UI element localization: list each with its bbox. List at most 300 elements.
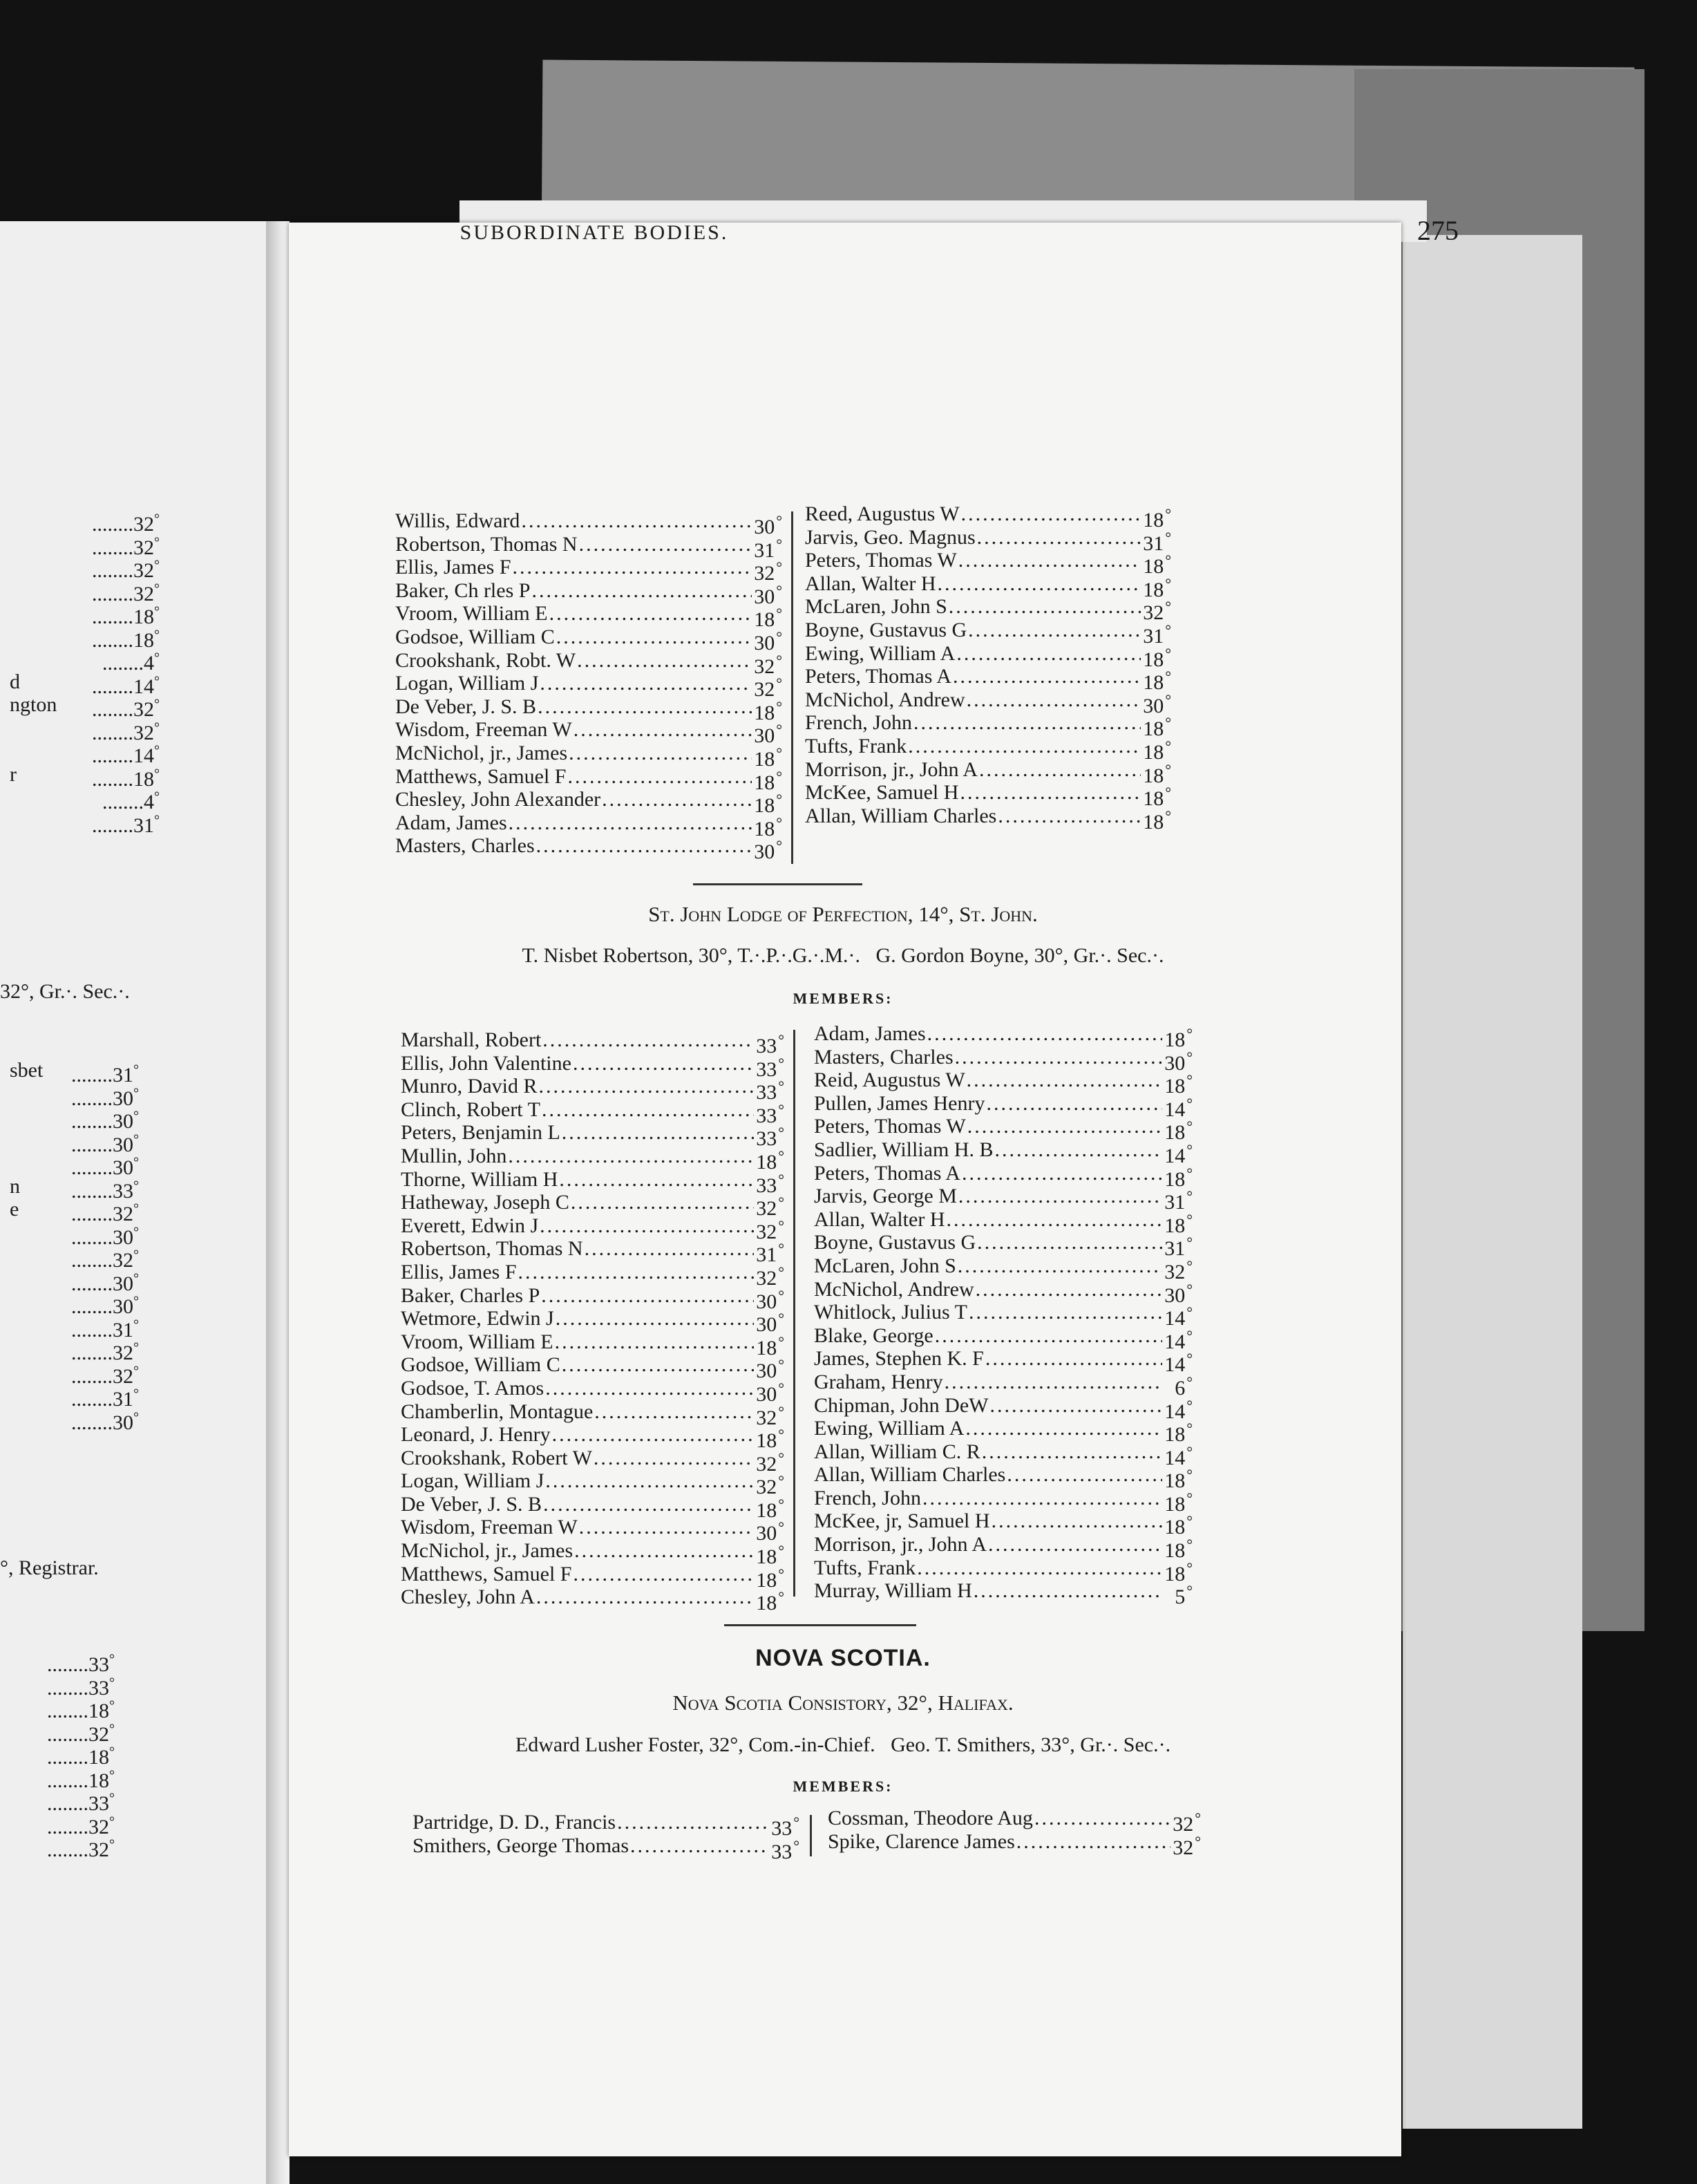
degree: 14 °	[1164, 1324, 1193, 1348]
leader-dots	[935, 1324, 1162, 1348]
leader-dots	[536, 1585, 754, 1609]
leader-dots	[985, 1347, 1162, 1371]
consistory-officers: Edward Lusher Foster, 32°, Com.-in-Chief. Geo. T. Smithers, 33°, Gr.·. Sec.·.	[515, 1733, 1171, 1756]
degree: 18 °	[753, 742, 782, 765]
degree-value: 18	[88, 1700, 109, 1722]
degree: 18 °	[755, 1585, 784, 1609]
degree: 18 °	[753, 602, 782, 625]
member-name: Godsoe, T. Amos	[401, 1376, 544, 1400]
member-name: Allan, William Charles	[814, 1463, 1006, 1487]
degree: 30 °	[753, 625, 782, 649]
fragment-degree: ........31°	[92, 812, 160, 837]
fragment-degree: ........4°	[102, 789, 160, 813]
list-item	[401, 1167, 784, 1197]
member-name: Logan, William J	[395, 672, 539, 695]
degree: 14 °	[1164, 1347, 1193, 1371]
list-item	[805, 618, 1171, 648]
member-name: Ellis, John Valentine	[401, 1051, 571, 1075]
fragment-degree: ........31°	[71, 1386, 139, 1411]
fragment-degree: ........33°	[47, 1791, 115, 1815]
leader-dots	[927, 1022, 1162, 1046]
member-name: Murray, William H	[814, 1579, 972, 1603]
list-item	[395, 578, 782, 608]
member-name: Reid, Augustus W	[814, 1069, 965, 1092]
leader-dots	[967, 1069, 1162, 1092]
fragment-degree: ........32°	[92, 697, 160, 721]
member-name: Whitlock, Julius T	[814, 1301, 967, 1324]
list-item	[401, 1469, 784, 1499]
member-name: Thorne, William H	[401, 1167, 558, 1191]
degree: 30 °	[755, 1353, 784, 1377]
fragment-text: r	[10, 762, 17, 786]
list-item	[814, 1185, 1193, 1214]
section-rule	[693, 883, 862, 885]
degree: 31 °	[753, 533, 782, 556]
fragment-degree: ........30°	[71, 1294, 139, 1318]
fragment-degree: ........32°	[92, 558, 160, 582]
degree: 18 °	[1142, 781, 1171, 804]
list-item	[401, 1492, 784, 1522]
member-name: Sadlier, William H. B	[814, 1138, 994, 1161]
degree: 30 °	[753, 579, 782, 603]
member-name: Allan, Walter H	[805, 572, 936, 595]
leader-dots	[585, 1237, 754, 1261]
leader-dots	[998, 804, 1141, 828]
degree: 32 °	[755, 1214, 784, 1238]
leader-dots	[956, 642, 1141, 666]
degree: 33 °	[755, 1168, 784, 1192]
degree: 18 °	[1142, 572, 1171, 596]
leader-dots	[536, 834, 752, 858]
degree: 6 °	[1164, 1371, 1193, 1394]
degree: 18 °	[1142, 549, 1171, 572]
book-gutter	[266, 221, 290, 2184]
list-item	[401, 1446, 784, 1476]
member-name: Matthews, Samuel F	[401, 1562, 572, 1585]
member-name: French, John	[805, 711, 912, 735]
member-name: Jarvis, Geo. Magnus	[805, 525, 976, 549]
degree: 18 °	[1164, 1208, 1193, 1232]
degree: 32 °	[755, 1469, 784, 1493]
degree-value: 18	[88, 1746, 109, 1769]
list-item	[814, 1115, 1193, 1145]
leader-dots	[602, 788, 752, 811]
nova-scotia-heading: NOVA SCOTIA.	[755, 1645, 931, 1671]
fragment-degree: ........33°	[71, 1178, 139, 1203]
list-item	[395, 718, 782, 748]
degree-value: 32	[113, 1249, 133, 1272]
lodge-officers: T. Nisbet Robertson, 30°, T.·.P.·.G.·.M.·. G. Gordon Boyne, 30°, Gr.·. Sec.·.	[522, 944, 1164, 967]
list-item	[395, 556, 782, 585]
member-name: McLaren, John S	[814, 1254, 956, 1277]
member-name: Smithers, George Thomas	[413, 1834, 629, 1857]
running-header: SUBORDINATE BODIES.	[459, 221, 729, 244]
leader-dots	[540, 672, 752, 695]
degree-value: 31	[113, 1064, 133, 1086]
fragment-degree: ........4°	[102, 650, 160, 675]
list-item	[401, 1260, 784, 1290]
list-item	[401, 1307, 784, 1337]
member-name: Leonard, J. Henry	[401, 1423, 551, 1447]
fragment-degree: ........32°	[47, 1814, 115, 1838]
degree: 30 °	[755, 1377, 784, 1400]
member-name: De Veber, J. S. B	[395, 695, 537, 718]
degree-value: 31	[133, 813, 154, 837]
list-item	[401, 1191, 784, 1221]
list-item	[395, 695, 782, 724]
list-item	[395, 672, 782, 702]
leader-dots	[958, 1185, 1162, 1208]
degree: 18 °	[1142, 502, 1171, 526]
degree-value: 30	[113, 1225, 133, 1249]
member-name: Adam, James	[395, 811, 507, 834]
list-item	[395, 811, 782, 840]
member-name: De Veber, J. S. B	[401, 1492, 542, 1516]
degree: 32 °	[753, 672, 782, 695]
degree: 18 °	[755, 1423, 784, 1447]
member-name: Jarvis, George M	[814, 1185, 957, 1208]
list-item	[814, 1370, 1193, 1400]
member-name: Robertson, Thomas N	[395, 532, 578, 556]
degree: 5 °	[1164, 1579, 1193, 1603]
list-item	[413, 1834, 799, 1863]
list-item	[805, 688, 1171, 717]
leader-dots	[574, 1539, 754, 1563]
degree-value: 32	[133, 698, 154, 721]
leader-dots	[531, 579, 752, 603]
degree-value: 33	[88, 1676, 109, 1700]
list-item	[413, 1811, 799, 1840]
degree-value: 4	[144, 652, 154, 675]
fragment-degree: ........30°	[71, 1131, 139, 1156]
member-name: McNichol, Andrew	[814, 1277, 974, 1301]
degree: 31 °	[755, 1237, 784, 1261]
leader-dots	[958, 549, 1141, 572]
leader-dots	[562, 1121, 754, 1145]
fragment-degree: ........32°	[71, 1340, 139, 1364]
degree-value: 32	[113, 1203, 133, 1225]
degree-value: 31	[113, 1388, 133, 1411]
degree: 33 °	[755, 1052, 784, 1075]
leader-dots	[521, 509, 752, 533]
leader-dots	[579, 533, 752, 556]
list-item	[805, 572, 1171, 601]
leader-dots	[1034, 1807, 1170, 1830]
leader-dots	[937, 572, 1141, 596]
fragment-degree: ........30°	[71, 1224, 139, 1249]
column-divider	[791, 511, 793, 864]
degree: 18 °	[755, 1539, 784, 1563]
list-item	[401, 1028, 784, 1057]
fragment-degree: ........30°	[71, 1085, 139, 1110]
leader-dots	[974, 1579, 1162, 1603]
leader-dots	[617, 1811, 769, 1834]
degree-value: 18	[133, 605, 154, 628]
member-name: Masters, Charles	[814, 1045, 954, 1069]
member-name: James, Stephen K. F	[814, 1347, 984, 1371]
list-item	[395, 625, 782, 655]
degree: 30 °	[1142, 688, 1171, 712]
leader-dots	[969, 1301, 1162, 1324]
leader-dots	[542, 1028, 754, 1052]
degree-value: 30	[113, 1411, 133, 1434]
leader-dots	[545, 1469, 754, 1493]
list-item	[401, 1330, 784, 1359]
member-name: Pullen, James Henry	[814, 1091, 985, 1115]
leader-dots	[569, 742, 752, 765]
member-name: Hatheway, Joseph C	[401, 1191, 569, 1214]
degree: 31 °	[1164, 1231, 1193, 1254]
degree: 14 °	[1164, 1092, 1193, 1115]
list-item	[395, 834, 782, 864]
degree-value: 30	[113, 1295, 133, 1318]
leader-dots	[960, 781, 1141, 804]
list-item	[805, 804, 1171, 834]
list-item	[805, 549, 1171, 578]
leader-dots	[989, 1394, 1162, 1418]
member-name: Morrison, jr., John A	[805, 757, 978, 781]
leader-dots	[508, 1145, 754, 1168]
degree: 30 °	[753, 718, 782, 742]
member-name: Cossman, Theodore Aug	[828, 1807, 1033, 1829]
degree: 33 °	[755, 1028, 784, 1052]
degree: 32 °	[1164, 1254, 1193, 1278]
member-name: Allan, Walter H	[814, 1207, 945, 1231]
list-item	[401, 1051, 784, 1081]
list-item	[401, 1075, 784, 1104]
member-name: Wetmore, Edwin J	[401, 1307, 554, 1330]
list-item	[401, 1516, 784, 1545]
fragment-degree: ........18°	[47, 1698, 115, 1722]
degree: 18 °	[1142, 711, 1171, 735]
list-item	[401, 1585, 784, 1615]
degree: 32 °	[755, 1191, 784, 1214]
leader-dots	[962, 1162, 1162, 1185]
page-number: 275	[1417, 215, 1459, 246]
member-name: McLaren, John S	[805, 595, 947, 619]
degree-value: 18	[133, 767, 154, 791]
list-item	[814, 1138, 1193, 1167]
leader-dots	[949, 595, 1141, 619]
degree: 33 °	[755, 1098, 784, 1122]
member-name: Matthews, Samuel F	[395, 764, 567, 788]
fragment-degree: ........18°	[92, 627, 160, 652]
degree-value: 14	[133, 744, 154, 767]
degree: 18 °	[1142, 642, 1171, 666]
list-item	[814, 1069, 1193, 1098]
member-name: Boyne, Gustavus G	[814, 1231, 976, 1254]
member-name: Chesley, John A	[401, 1585, 535, 1609]
leader-dots	[977, 526, 1141, 549]
fragment-degree: ........32°	[71, 1248, 139, 1272]
list-item	[805, 665, 1171, 695]
member-name: Godsoe, William C	[401, 1353, 560, 1377]
leader-dots	[562, 1353, 754, 1377]
fragment-degree: ........33°	[47, 1675, 115, 1700]
member-name: Morrison, jr., John A	[814, 1533, 987, 1556]
degree: 18 °	[753, 765, 782, 789]
column-divider	[793, 1030, 795, 1597]
degree-value: 30	[113, 1086, 133, 1110]
degree: 18 °	[1164, 1069, 1193, 1092]
member-name: McNichol, Andrew	[805, 688, 965, 711]
leader-dots	[556, 625, 752, 649]
list-item	[814, 1533, 1193, 1563]
list-item	[814, 1022, 1193, 1051]
list-item	[814, 1324, 1193, 1353]
degree-value: 18	[88, 1769, 109, 1792]
member-name: McNichol, jr., James	[395, 741, 568, 764]
leader-dots	[955, 1046, 1162, 1069]
list-item	[805, 641, 1171, 671]
list-item	[814, 1091, 1193, 1121]
member-name: Wisdom, Freeman W	[395, 718, 572, 742]
list-item	[395, 532, 782, 562]
leader-dots	[509, 811, 752, 835]
list-item	[814, 1440, 1193, 1469]
leader-dots	[542, 1098, 754, 1122]
fragment-degree: ........32°	[92, 581, 160, 605]
member-name: Partridge, D. D., Francis	[413, 1811, 616, 1834]
list-item	[395, 764, 782, 794]
list-item	[814, 1254, 1193, 1283]
fragment-text: n	[10, 1174, 20, 1198]
list-item	[828, 1807, 1201, 1836]
degree: 30 °	[1164, 1278, 1193, 1301]
member-name: McNichol, jr., James	[401, 1539, 573, 1563]
fragment-text: d	[10, 670, 20, 693]
fragment-degree: ........30°	[71, 1409, 139, 1434]
member-name: Willis, Edward	[395, 509, 520, 532]
member-name: Baker, Charles P	[401, 1283, 540, 1307]
degree: 30 °	[755, 1516, 784, 1539]
list-item	[805, 757, 1171, 787]
list-item	[805, 502, 1171, 531]
degree: 18 °	[1142, 665, 1171, 688]
leader-dots	[953, 665, 1141, 688]
leader-dots	[573, 718, 752, 742]
list-item	[814, 1301, 1193, 1330]
list-item	[395, 788, 782, 818]
member-name: Adam, James	[814, 1022, 926, 1045]
section-rule	[724, 1624, 916, 1626]
member-name: Boyne, Gustavus G	[805, 618, 967, 641]
degree: 32 °	[753, 556, 782, 579]
list-item	[814, 1347, 1193, 1377]
list-item	[395, 602, 782, 632]
leader-dots	[518, 1261, 754, 1284]
member-name: Munro, David R	[401, 1075, 538, 1098]
list-item	[401, 1423, 784, 1453]
leader-dots	[946, 1208, 1162, 1232]
list-item	[401, 1376, 784, 1406]
degree: 18 °	[755, 1330, 784, 1354]
fragment-degree: ........30°	[71, 1109, 139, 1133]
fragment-degree: ........18°	[92, 766, 160, 791]
list-item	[814, 1463, 1193, 1493]
degree-value: 31	[113, 1318, 133, 1342]
degree: 18 °	[1164, 1556, 1193, 1580]
degree: 14 °	[1164, 1301, 1193, 1324]
degree: 32 °	[1172, 1807, 1201, 1830]
degree: 32 °	[755, 1447, 784, 1470]
degree: 32 °	[1172, 1830, 1201, 1854]
list-item	[401, 1353, 784, 1383]
list-item	[814, 1161, 1193, 1191]
degree: 30 °	[755, 1307, 784, 1330]
leader-dots	[986, 1092, 1162, 1115]
degree: 30 °	[753, 834, 782, 858]
degree-value: 30	[113, 1272, 133, 1295]
degree-value: 32	[88, 1722, 109, 1746]
degree: 18 °	[1164, 1162, 1193, 1185]
leader-dots	[965, 1417, 1162, 1440]
degree: 18 °	[755, 1493, 784, 1516]
lodge-right-column	[814, 1022, 1193, 1609]
degree: 32 °	[1142, 595, 1171, 619]
list-item	[814, 1579, 1193, 1609]
leader-dots	[573, 1052, 754, 1075]
list-item	[805, 734, 1171, 764]
member-name: Graham, Henry	[814, 1370, 943, 1393]
fragment-degree: ........18°	[47, 1767, 115, 1792]
list-item	[814, 1393, 1193, 1423]
degree-value: 33	[88, 1653, 109, 1676]
member-name: Vroom, William E	[395, 602, 548, 625]
degree-value: 30	[113, 1133, 133, 1156]
consistory-title: Nova Scotia Consistory, 32°, Halifax.	[672, 1691, 1014, 1715]
member-name: Peters, Benjamin L	[401, 1121, 560, 1145]
member-name: Peters, Thomas A	[805, 665, 951, 688]
degree: 30 °	[753, 509, 782, 533]
leader-dots	[579, 1516, 754, 1539]
degree: 33 °	[755, 1121, 784, 1145]
leader-dots	[555, 1330, 754, 1354]
degree-value: 32	[133, 513, 154, 536]
degree: 18 °	[1164, 1115, 1193, 1138]
member-name: Tufts, Frank	[805, 734, 907, 757]
member-name: Ellis, James F	[401, 1260, 517, 1283]
leader-dots	[968, 619, 1141, 642]
list-item	[814, 1509, 1193, 1539]
list-item	[395, 509, 782, 538]
leader-dots	[913, 711, 1141, 735]
member-name: Ewing, William A	[805, 641, 956, 665]
leader-dots	[976, 1278, 1162, 1301]
degree: 33 °	[755, 1075, 784, 1098]
leader-dots	[541, 1284, 754, 1308]
list-item	[401, 1144, 784, 1174]
list-item	[401, 1539, 784, 1569]
member-name: Allan, William C. R	[814, 1440, 980, 1463]
leader-dots	[556, 1307, 754, 1330]
leader-dots	[549, 602, 752, 625]
list-item	[814, 1277, 1193, 1307]
degree: 18 °	[753, 811, 782, 835]
degree-value: 32	[113, 1342, 133, 1364]
list-item	[401, 1283, 784, 1313]
lodge-left-column	[401, 1028, 784, 1615]
member-name: French, John	[814, 1486, 921, 1509]
leader-dots	[917, 1556, 1162, 1580]
member-name: Crookshank, Robert W	[401, 1446, 592, 1469]
nova-scotia-left-column	[413, 1811, 799, 1863]
list-item	[814, 1207, 1193, 1237]
member-name: Baker, Ch rles P	[395, 578, 531, 602]
member-name: Crookshank, Robt. W	[395, 648, 576, 672]
members-label: MEMBERS:	[793, 1778, 893, 1795]
fragment-degree: ........32°	[47, 1721, 115, 1746]
